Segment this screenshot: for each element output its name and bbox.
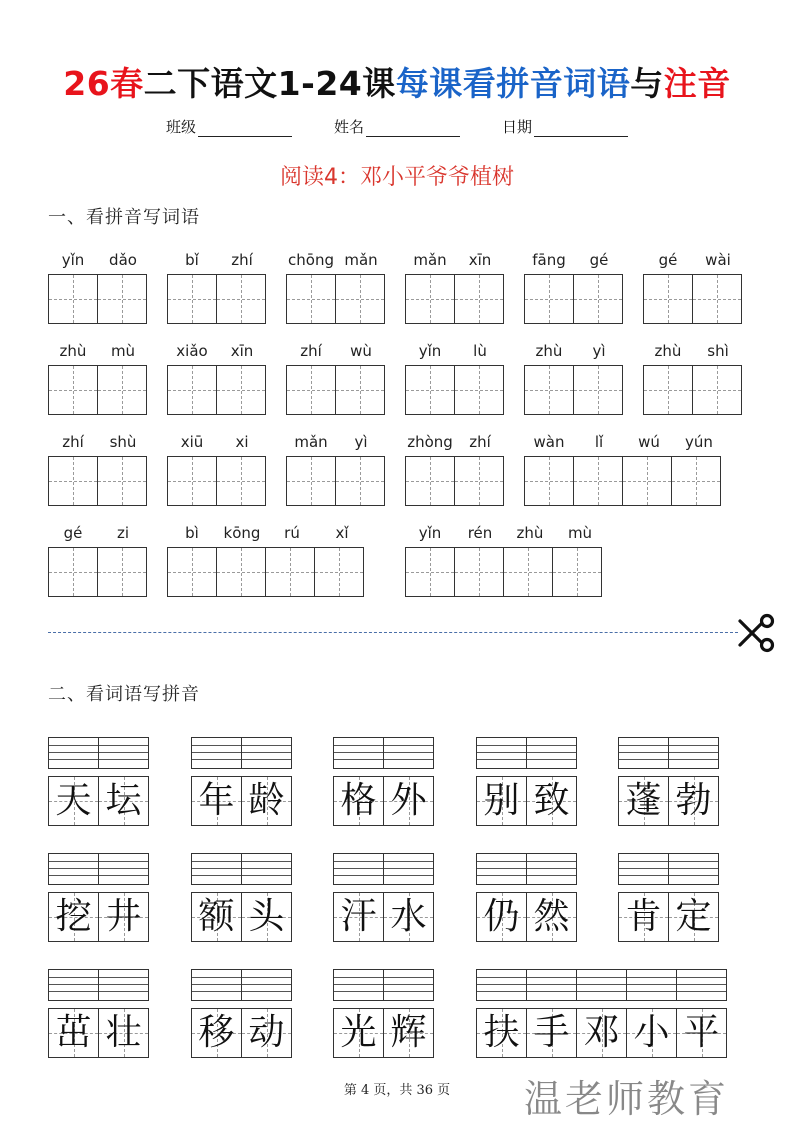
- pinyin-writing-lines[interactable]: [618, 853, 669, 885]
- word-item: [476, 737, 576, 826]
- writing-box[interactable]: [167, 456, 217, 506]
- character: 然: [533, 896, 570, 937]
- character-box: [191, 776, 242, 826]
- title-part-task: 每课看拼音词语: [395, 64, 631, 103]
- pinyin-syllable: mǎn: [294, 433, 328, 451]
- character: 小: [633, 1012, 670, 1053]
- character: 邓: [583, 1012, 620, 1053]
- pinyin-writing-lines[interactable]: [383, 969, 434, 1001]
- pinyin-syllable: mù: [567, 524, 593, 542]
- pinyin-word: [524, 248, 624, 324]
- word-item: [48, 737, 148, 826]
- section-heading-words-to-pinyin: 二、看词语写拼音: [48, 684, 200, 705]
- pinyin-writing-lines[interactable]: [333, 969, 384, 1001]
- pinyin-syllable: rén: [467, 524, 493, 542]
- pinyin-syllable: yǐn: [418, 524, 442, 542]
- writing-box[interactable]: [454, 365, 504, 415]
- page-title: [0, 58, 794, 105]
- writing-box[interactable]: [97, 274, 147, 324]
- pinyin-word: [524, 339, 624, 415]
- pinyin-syllable: rú: [284, 524, 300, 542]
- student-info-row: [0, 116, 794, 137]
- pinyin-syllable: xi: [235, 433, 249, 451]
- word-item: [191, 969, 291, 1058]
- word-item: [476, 853, 576, 942]
- pinyin-writing-lines[interactable]: [191, 853, 242, 885]
- character: 头: [248, 896, 285, 937]
- pinyin-syllable: lù: [473, 342, 487, 360]
- pinyin-syllable: yì: [592, 342, 606, 360]
- pinyin-writing-lines[interactable]: [668, 853, 719, 885]
- pinyin-writing-lines[interactable]: [98, 969, 149, 1001]
- character: 辉: [390, 1012, 427, 1053]
- character-box: [383, 892, 434, 942]
- writing-box[interactable]: [286, 456, 336, 506]
- pinyin-row: [48, 430, 748, 521]
- character: 额: [198, 896, 235, 937]
- writing-box[interactable]: [335, 365, 385, 415]
- name-label: 姓名: [333, 118, 364, 136]
- section-heading-pinyin-to-words: 一、看拼音写词语: [48, 207, 200, 228]
- character: 外: [390, 780, 427, 821]
- pinyin-writing-lines[interactable]: [383, 737, 434, 769]
- pinyin-syllable: wù: [350, 342, 372, 360]
- character: 致: [533, 780, 570, 821]
- pinyin-syllable: zhòng: [407, 433, 453, 451]
- writing-box[interactable]: [216, 274, 266, 324]
- writing-box[interactable]: [97, 456, 147, 506]
- writing-box[interactable]: [524, 365, 574, 415]
- writing-box[interactable]: [167, 547, 217, 597]
- writing-box[interactable]: [573, 274, 623, 324]
- watermark: 温老师教育: [524, 1077, 730, 1121]
- character-box: [618, 892, 669, 942]
- pinyin-syllable: gé: [658, 251, 678, 269]
- writing-box[interactable]: [454, 547, 504, 597]
- writing-box[interactable]: [97, 365, 147, 415]
- character-box: [526, 1008, 577, 1058]
- character: 龄: [248, 780, 285, 821]
- character: 手: [533, 1012, 570, 1053]
- character: 天: [55, 780, 92, 821]
- pinyin-word: [48, 521, 148, 597]
- pinyin-syllable: xǐ: [335, 524, 349, 542]
- writing-box[interactable]: [314, 547, 364, 597]
- word-item: [191, 853, 291, 942]
- pinyin-row: [48, 248, 748, 339]
- writing-box[interactable]: [552, 547, 602, 597]
- character: 肯: [625, 896, 662, 937]
- pinyin-syllable: yǐn: [61, 251, 85, 269]
- pinyin-word: [286, 430, 386, 506]
- pinyin-writing-lines[interactable]: [526, 853, 577, 885]
- pinyin-syllable: kōng: [223, 524, 261, 542]
- pinyin-writing-lines[interactable]: [526, 969, 577, 1001]
- date-label: 日期: [502, 118, 533, 136]
- character: 挖: [55, 896, 92, 937]
- character-box: [476, 1008, 527, 1058]
- character: 别: [483, 780, 520, 821]
- pinyin-writing-lines[interactable]: [476, 853, 527, 885]
- pinyin-writing-lines[interactable]: [626, 969, 677, 1001]
- pinyin-syllable: zhù: [516, 524, 544, 542]
- class-field[interactable]: [166, 116, 292, 137]
- pinyin-writing-lines[interactable]: [241, 969, 292, 1001]
- pinyin-word: [286, 248, 386, 324]
- title-part-course: 二下语文1-24课: [143, 64, 396, 103]
- pinyin-syllable: fāng: [532, 251, 566, 269]
- character-box: [241, 1008, 292, 1058]
- pinyin-writing-lines[interactable]: [98, 853, 149, 885]
- writing-box[interactable]: [692, 274, 742, 324]
- pinyin-word: [405, 521, 605, 597]
- pinyin-word: [405, 430, 505, 506]
- pinyin-syllable: bì: [185, 524, 199, 542]
- pinyin-row: [48, 339, 748, 430]
- pinyin-writing-lines[interactable]: [676, 969, 727, 1001]
- pinyin-syllable: shù: [109, 433, 137, 451]
- character-box: [383, 1008, 434, 1058]
- word-item: [191, 737, 291, 826]
- pinyin-word: [405, 248, 505, 324]
- pinyin-syllable: zhù: [654, 342, 682, 360]
- pinyin-syllable: shì: [707, 342, 729, 360]
- character: 扶: [483, 1012, 520, 1053]
- character-box: [676, 1008, 727, 1058]
- pinyin-syllable: lǐ: [594, 433, 604, 451]
- word-item: [333, 737, 433, 826]
- pinyin-syllable: mǎn: [344, 251, 378, 269]
- writing-box[interactable]: [573, 456, 623, 506]
- pinyin-word: [643, 248, 743, 324]
- character: 动: [248, 1012, 285, 1053]
- writing-box[interactable]: [265, 547, 315, 597]
- character-box: [241, 892, 292, 942]
- character: 汗: [340, 896, 377, 937]
- pinyin-syllable: xiū: [180, 433, 204, 451]
- character-box: [576, 1008, 627, 1058]
- word-item: [48, 853, 148, 942]
- writing-box[interactable]: [286, 365, 336, 415]
- pinyin-syllable: dǎo: [109, 251, 137, 269]
- pinyin-syllable: zhí: [300, 342, 322, 360]
- writing-box[interactable]: [167, 365, 217, 415]
- character: 定: [675, 896, 712, 937]
- character-box: [476, 776, 527, 826]
- cut-line: [48, 632, 738, 633]
- class-label: 班级: [165, 118, 196, 136]
- character-box: [191, 892, 242, 942]
- title-part-annotate: 注音: [663, 64, 731, 103]
- character-box: [476, 892, 527, 942]
- pinyin-writing-lines[interactable]: [48, 737, 99, 769]
- writing-box[interactable]: [524, 456, 574, 506]
- pinyin-row: [48, 521, 748, 612]
- character: 井: [105, 896, 142, 937]
- pinyin-syllable: zhí: [62, 433, 84, 451]
- pinyin-syllable: zhù: [535, 342, 563, 360]
- character: 光: [340, 1012, 377, 1053]
- pinyin-word: [48, 248, 148, 324]
- writing-box[interactable]: [48, 456, 98, 506]
- writing-box[interactable]: [622, 456, 672, 506]
- character: 茁: [55, 1012, 92, 1053]
- writing-box[interactable]: [405, 365, 455, 415]
- pinyin-syllable: wú: [638, 433, 660, 451]
- character-box: [626, 1008, 677, 1058]
- page-number: 第 4 页，共 36 页: [343, 1083, 451, 1098]
- character-box: [526, 776, 577, 826]
- pinyin-writing-lines[interactable]: [526, 737, 577, 769]
- pinyin-word: [167, 430, 267, 506]
- character-box: [668, 892, 719, 942]
- character-box: [618, 776, 669, 826]
- pinyin-writing-lines[interactable]: [476, 969, 527, 1001]
- word-item: [333, 853, 433, 942]
- character-box: [241, 776, 292, 826]
- writing-box[interactable]: [671, 456, 721, 506]
- pinyin-syllable: xīn: [468, 251, 492, 269]
- pinyin-writing-lines[interactable]: [241, 737, 292, 769]
- pinyin-syllable: zhí: [469, 433, 491, 451]
- character-box: [668, 776, 719, 826]
- pinyin-writing-lines[interactable]: [241, 853, 292, 885]
- character-box: [383, 776, 434, 826]
- character-box: [333, 776, 384, 826]
- character-box: [333, 892, 384, 942]
- character-box: [333, 1008, 384, 1058]
- word-row: [48, 853, 748, 969]
- name-field[interactable]: [334, 116, 460, 137]
- writing-box[interactable]: [216, 365, 266, 415]
- writing-box[interactable]: [454, 456, 504, 506]
- word-item: [333, 969, 433, 1058]
- character: 仍: [483, 896, 520, 937]
- character-box: [98, 892, 149, 942]
- writing-box[interactable]: [524, 274, 574, 324]
- pinyin-writing-lines[interactable]: [333, 737, 384, 769]
- pinyin-word: [405, 339, 505, 415]
- pinyin-writing-lines[interactable]: [476, 737, 527, 769]
- character-box: [48, 1008, 99, 1058]
- writing-box[interactable]: [643, 365, 693, 415]
- title-part-season: 26春: [63, 64, 144, 103]
- pinyin-syllable: yǐn: [418, 342, 442, 360]
- writing-box[interactable]: [48, 547, 98, 597]
- pinyin-word: [167, 521, 367, 597]
- character-box: [48, 776, 99, 826]
- words-exercise-grid: [48, 737, 748, 1085]
- word-row: [48, 737, 748, 853]
- pinyin-writing-lines[interactable]: [576, 969, 627, 1001]
- word-item: [476, 969, 726, 1058]
- name-blank[interactable]: [366, 120, 460, 137]
- pinyin-writing-lines[interactable]: [668, 737, 719, 769]
- character-box: [191, 1008, 242, 1058]
- character: 年: [198, 780, 235, 821]
- date-field[interactable]: [502, 116, 628, 137]
- character-box: [526, 892, 577, 942]
- pinyin-syllable: gé: [589, 251, 609, 269]
- writing-box[interactable]: [216, 456, 266, 506]
- character-box: [48, 892, 99, 942]
- date-blank[interactable]: [534, 120, 628, 137]
- writing-box[interactable]: [643, 274, 693, 324]
- word-item: [618, 853, 718, 942]
- lesson-title: 阅读4：邓小平爷爷植树: [280, 165, 514, 190]
- character: 勃: [675, 780, 712, 821]
- pinyin-syllable: wài: [705, 251, 731, 269]
- pinyin-word: [643, 339, 743, 415]
- writing-box[interactable]: [216, 547, 266, 597]
- pinyin-syllable: yì: [354, 433, 368, 451]
- pinyin-syllable: mù: [110, 342, 136, 360]
- pinyin-exercise-grid: [48, 248, 748, 612]
- pinyin-writing-lines[interactable]: [48, 853, 99, 885]
- character: 移: [198, 1012, 235, 1053]
- pinyin-syllable: zhù: [59, 342, 87, 360]
- writing-box[interactable]: [405, 456, 455, 506]
- scissors-icon: [734, 612, 776, 654]
- writing-box[interactable]: [335, 456, 385, 506]
- word-item: [48, 969, 148, 1058]
- writing-box[interactable]: [167, 274, 217, 324]
- character: 壮: [105, 1012, 142, 1053]
- writing-box[interactable]: [573, 365, 623, 415]
- pinyin-writing-lines[interactable]: [191, 969, 242, 1001]
- pinyin-word: [167, 339, 267, 415]
- pinyin-word: [48, 339, 148, 415]
- character: 水: [390, 896, 427, 937]
- writing-box[interactable]: [97, 547, 147, 597]
- character-box: [98, 776, 149, 826]
- pinyin-syllable: chōng: [288, 251, 334, 269]
- pinyin-syllable: mǎn: [413, 251, 447, 269]
- writing-box[interactable]: [48, 274, 98, 324]
- pinyin-word: [286, 339, 386, 415]
- pinyin-syllable: wàn: [533, 433, 565, 451]
- writing-box[interactable]: [405, 547, 455, 597]
- word-item: [618, 737, 718, 826]
- pinyin-word: [167, 248, 267, 324]
- pinyin-word: [524, 430, 724, 506]
- pinyin-syllable: zhí: [231, 251, 253, 269]
- pinyin-writing-lines[interactable]: [383, 853, 434, 885]
- pinyin-syllable: yún: [685, 433, 713, 451]
- pinyin-syllable: xīn: [230, 342, 254, 360]
- writing-box[interactable]: [335, 274, 385, 324]
- character: 平: [683, 1012, 720, 1053]
- writing-box[interactable]: [503, 547, 553, 597]
- character: 坛: [105, 780, 142, 821]
- pinyin-syllable: gé: [63, 524, 83, 542]
- pinyin-word: [48, 430, 148, 506]
- pinyin-writing-lines[interactable]: [48, 969, 99, 1001]
- character-box: [98, 1008, 149, 1058]
- writing-box[interactable]: [454, 274, 504, 324]
- writing-box[interactable]: [286, 274, 336, 324]
- title-part-and: 与: [630, 64, 664, 103]
- writing-box[interactable]: [405, 274, 455, 324]
- pinyin-writing-lines[interactable]: [618, 737, 669, 769]
- pinyin-writing-lines[interactable]: [191, 737, 242, 769]
- character: 蓬: [625, 780, 662, 821]
- pinyin-syllable: zi: [116, 524, 130, 542]
- pinyin-syllable: xiǎo: [176, 342, 208, 360]
- writing-box[interactable]: [692, 365, 742, 415]
- pinyin-syllable: bǐ: [185, 251, 199, 269]
- character: 格: [340, 780, 377, 821]
- pinyin-writing-lines[interactable]: [98, 737, 149, 769]
- pinyin-writing-lines[interactable]: [333, 853, 384, 885]
- writing-box[interactable]: [48, 365, 98, 415]
- class-blank[interactable]: [198, 120, 292, 137]
